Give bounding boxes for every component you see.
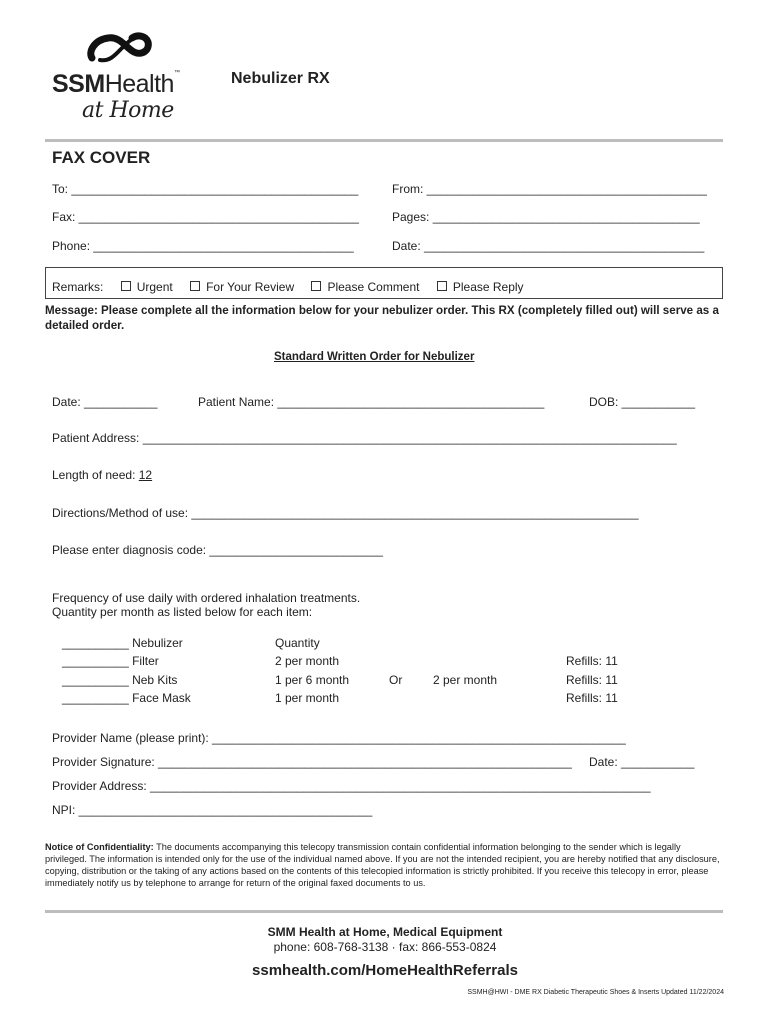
remarks-option-review: For Your Review: [206, 280, 295, 294]
item-face-mask[interactable]: __________ Face Mask: [62, 691, 191, 705]
frequency-line-2: Quantity per month as listed below for each item:: [52, 605, 313, 619]
length-of-need-value[interactable]: 12: [138, 468, 153, 482]
fax-phone-field[interactable]: Phone: _______________________________________: [52, 239, 354, 253]
logo-health: Health: [104, 70, 174, 98]
confidentiality-notice: [45, 841, 725, 889]
item-filter[interactable]: __________ Filter: [62, 654, 159, 668]
item-filter-refills: Refills: 11: [566, 654, 618, 668]
footer-org: SMM Health at Home, Medical Equipment: [267, 925, 503, 939]
checkbox-please-comment[interactable]: [311, 281, 321, 291]
fax-pages-field[interactable]: Pages: ________________________________________: [392, 210, 700, 224]
frequency-line-1: Frequency of use daily with ordered inhalation treatments.: [52, 591, 361, 605]
order-heading: Standard Written Order for Nebulizer: [274, 351, 475, 363]
checkbox-please-reply[interactable]: [437, 281, 447, 291]
document-title: Nebulizer RX: [231, 70, 330, 87]
footer-url[interactable]: ssmhealth.com/HomeHealthReferrals: [252, 962, 518, 979]
diagnosis-code-field[interactable]: Please enter diagnosis code: __________________________: [52, 543, 383, 557]
fax-from-field[interactable]: From: __________________________________________: [392, 182, 707, 196]
item-neb-kits-qty: 1 per 6 month: [275, 673, 350, 687]
item-nebulizer[interactable]: __________ Nebulizer: [62, 636, 183, 650]
bottom-divider: [45, 910, 723, 913]
dob-field[interactable]: DOB: ___________: [589, 395, 696, 409]
npi-field[interactable]: NPI: ____________________________________________: [52, 803, 373, 817]
remarks-row: [52, 280, 524, 294]
checkbox-urgent[interactable]: [121, 281, 131, 291]
or-label: Or: [389, 673, 403, 687]
directions-field[interactable]: Directions/Method of use: ___________________________________________________________________: [52, 506, 639, 520]
footer-doc-id: SSMH@HWI - DME RX Diabetic Therapeutic Shoes & Inserts Updated 11/22/2024: [467, 989, 724, 996]
ssm-ribbon-icon: [86, 30, 156, 64]
fax-date-field[interactable]: Date: __________________________________________: [392, 239, 705, 253]
footer-contact: phone: 608-768-3138 · fax: 866-553-0824: [273, 940, 497, 954]
length-of-need: [52, 468, 152, 482]
item-filter-qty: 2 per month: [275, 654, 340, 668]
length-of-need-label: Length of need:: [52, 468, 139, 482]
checkbox-for-your-review[interactable]: [190, 281, 200, 291]
item-neb-kits-refills: Refills: 11: [566, 673, 618, 687]
remarks-label: Remarks:: [52, 280, 104, 294]
provider-name-field[interactable]: Provider Name (please print): ______________________________________________________________: [52, 731, 626, 745]
fax-cover-title: FAX COVER: [52, 148, 151, 167]
item-nebulizer-qty: Quantity: [275, 636, 320, 650]
notice-label: Notice of Confidentiality:: [45, 842, 154, 852]
fax-to-field[interactable]: To: ___________________________________________: [52, 182, 359, 196]
patient-name-field[interactable]: Patient Name: ________________________________________: [198, 395, 545, 409]
item-face-mask-qty: 1 per month: [275, 691, 340, 705]
item-neb-kits[interactable]: __________ Neb Kits: [62, 673, 178, 687]
provider-address-field[interactable]: Provider Address: ___________________________________________________________________________: [52, 779, 651, 793]
remarks-option-reply: Please Reply: [452, 280, 524, 294]
order-date-field[interactable]: Date: ___________: [52, 395, 158, 409]
top-divider: [45, 139, 723, 142]
patient-address-field[interactable]: Patient Address: ________________________________________________________________________________: [52, 431, 677, 445]
logo-at-home: at Home: [82, 98, 174, 123]
alt-quantity: 2 per month: [433, 673, 498, 687]
remarks-option-comment: Please Comment: [327, 280, 420, 294]
item-face-mask-refills: Refills: 11: [566, 691, 618, 705]
message-text: Message: Please complete all the information below for your nebulizer order. This RX (completely filled out) will serve as a detailed order.: [45, 304, 719, 332]
provider-signature-field[interactable]: Provider Signature: ______________________________________________________________: [52, 755, 572, 769]
signature-date-field[interactable]: Date: ___________: [589, 755, 695, 769]
remarks-option-urgent: Urgent: [136, 280, 173, 294]
logo-ssm: SSM: [52, 70, 105, 98]
fax-number-field[interactable]: Fax: __________________________________________: [52, 210, 359, 224]
notice-text: The documents accompanying this telecopy transmission contain confidential information belonging to the sender which is legally privileged. The information is intended only for the use of the individual named above. If you are not the intended recipient, you are hereby notified that any disclosure, copying, distribution or the taking of any actions based on the contents of this telecopied information is strictly prohibited. If you receive this telecopy in error, please immediately notify us by telephone to arrange for return of the original faxed documents to us.: [45, 842, 720, 888]
